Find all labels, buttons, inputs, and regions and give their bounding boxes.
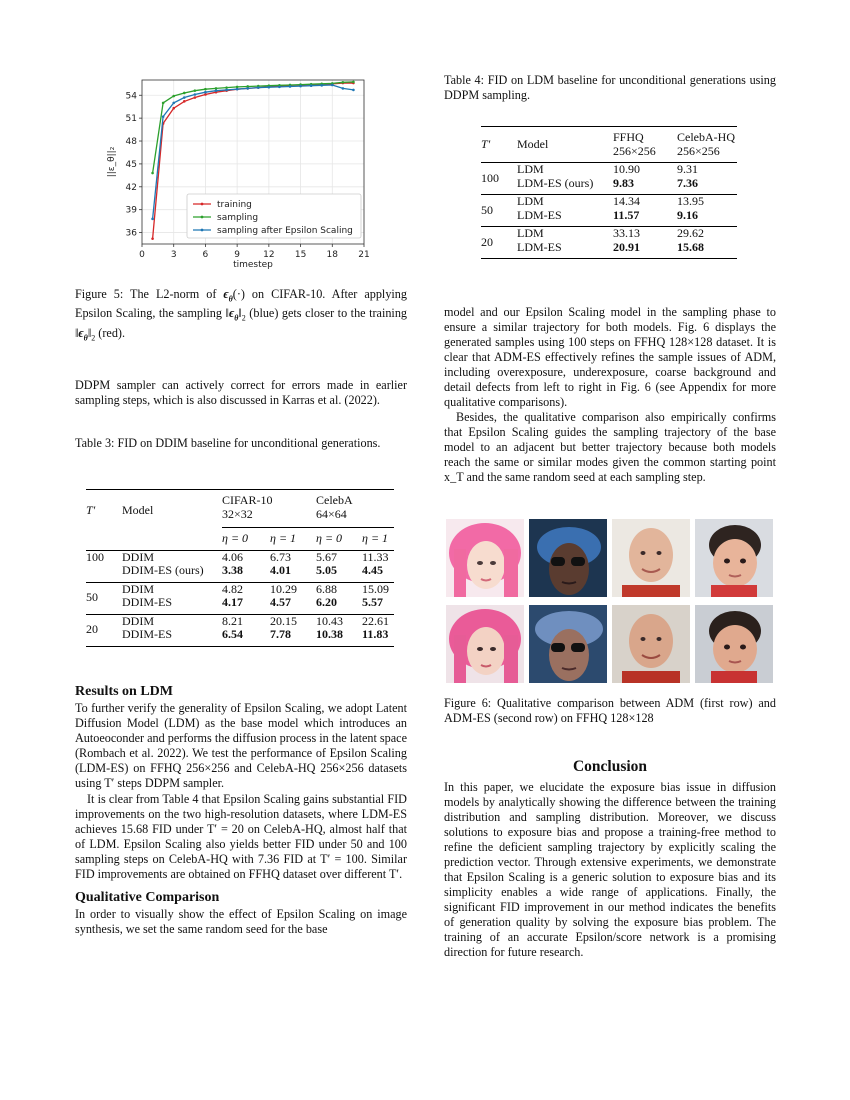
legend-label-1: sampling (217, 213, 259, 223)
t3-cell: 4.06 (222, 549, 243, 564)
figure-5-chart (100, 72, 390, 272)
t4-cell-model: LDM-ES (517, 239, 562, 254)
t3-cell-model: DDIM-ES (122, 595, 172, 609)
series-point-1 (225, 86, 228, 89)
series-point-1 (342, 81, 345, 84)
series-point-0 (151, 237, 154, 240)
t4-cell: 13.95 (677, 194, 704, 208)
series-point-2 (331, 84, 334, 87)
legend-marker-0 (201, 203, 204, 206)
series-point-2 (246, 87, 249, 90)
conclusion-paragraph: In this paper, we elucidate the exposure bias issue in diffusion models by analytically showing the difference between the training distribution and sampling distribution. Moreover, we discuss solutions to exposure bias and propose a training-free method to refine the deficient sampling trajectory by explicitly scaling the prediction vector. Through extensive experiments, we demonstrate that Epsilon Scaling is a generic solution to exposure bias and its simplicity enables a wide range of applications. Finally, the significant FID improvement in our method indicates the benefits of generation quality by solving the exposure bias problem. The training of an accurate Epsilon/score network is a promising direction for future research. (444, 780, 776, 959)
t3-cell: 20.15 (270, 613, 297, 628)
x-tick-label: 18 (326, 250, 339, 260)
x-tick-label: 21 (358, 250, 370, 260)
sample-bald-man-adm (612, 519, 690, 597)
y-tick-label: 36 (125, 228, 137, 239)
figure-6-caption: Figure 6: Qualitative comparison between ADM (first row) and ADM-ES (second row) on FFHQ 128×128 (444, 696, 776, 725)
series-point-2 (151, 218, 154, 221)
table-4-caption: Table 4: FID on LDM baseline for unconditional generations using DDPM sampling. (444, 73, 776, 102)
sample-sunglasses-adm-es (529, 605, 607, 683)
t3-eta0-celeba: η = 0 (316, 528, 362, 551)
t3-header-celeba: CelebA 64×64 (316, 493, 353, 521)
t3-cell-model: DDIM (122, 581, 154, 596)
series-point-1 (162, 102, 165, 105)
series-point-1 (236, 86, 239, 89)
y-tick-label: 45 (125, 159, 137, 170)
t3-cell-model: DDIM-ES (ours) (122, 563, 204, 577)
t4-cell: 15.68 (677, 239, 704, 254)
t3-eta1-celeba: η = 1 (362, 528, 394, 551)
y-tick-label: 51 (125, 114, 137, 125)
t4-cell: 9.16 (677, 207, 698, 222)
qualitative-paragraph-1: In order to visually show the effect of Epsilon Scaling on image synthesis, we set the same random seed for the base (75, 907, 407, 936)
legend-label-2: sampling after Epsilon Scaling (217, 226, 353, 236)
series-point-0 (194, 96, 197, 99)
t4-cell: 20.91 (613, 239, 640, 254)
t4-row-T: 50 (481, 202, 493, 217)
sample-pink-hair-adm (446, 519, 524, 597)
right-paragraph-2: Besides, the qualitative comparison also empirically confirms that Epsilon Scaling guides the sampling trajectory of the base model to an adjacent but better trajectory because both models reach the same or similar modes given the common starting point x_T and the same random seed at each sampling step. (444, 410, 776, 484)
legend-marker-2 (201, 229, 204, 232)
t3-header-model: Model (122, 503, 154, 517)
series-point-2 (257, 86, 260, 89)
series-point-2 (342, 87, 345, 90)
y-tick-label: 48 (125, 137, 137, 148)
series-point-2 (215, 89, 218, 92)
t3-cell: 7.78 (270, 627, 291, 641)
series-point-2 (320, 84, 323, 87)
series-point-2 (194, 93, 197, 96)
t4-header-ffhq: FFHQ 256×256 (613, 130, 656, 158)
t3-cell: 10.38 (316, 627, 343, 641)
t4-row-T: 20 (481, 234, 493, 249)
t3-cell: 6.88 (316, 581, 337, 596)
t3-header-T: T′ (86, 503, 96, 517)
t3-cell-model: DDIM (122, 613, 154, 628)
right-paragraph-1: model and our Epsilon Scaling model in the sampling phase to ensure a similar trajectory for both models. Fig. 6 displays the generated samples using 100 steps on FFHQ 128×128 dataset. It is clear that ADM-ES effectively refines the sample issues of ADM, including overexposure, underexposure, coarse background and detail defects from left to right in Fig. 6 (see Appendix for more qualitative comparisons). (444, 305, 776, 409)
series-point-1 (352, 81, 355, 84)
y-axis-label: ||ε_θ||₂ (107, 146, 117, 178)
t3-cell: 6.20 (316, 595, 337, 609)
x-tick-label: 9 (234, 250, 241, 260)
t4-cell: 10.90 (613, 162, 640, 176)
t3-row-T: 100 (86, 549, 104, 564)
t3-cell: 3.38 (222, 563, 243, 577)
series-point-1 (194, 89, 197, 92)
t4-cell: 14.34 (613, 194, 640, 208)
t3-cell: 11.33 (362, 549, 389, 564)
results-ldm-paragraph-2: It is clear from Table 4 that Epsilon Scaling gains substantial FID improvements on the two high-resolution datasets, where LDM-ES achieves 15.68 FID under T′ = 20 on CelebA-HQ, almost half that of LDM. Epsilon Scaling also yields better FID under 50 and 100 sampling steps on CelebA-HQ with 7.36 FID at T′ = 100. Similar FID improvements are obtained on FFHQ dataset over different T′. (75, 792, 407, 881)
t4-header-model: Model (517, 136, 549, 151)
series-point-2 (310, 84, 313, 87)
t4-cell-model: LDM-ES (517, 207, 562, 222)
sample-child-adm-es (695, 605, 773, 683)
t4-cell: 9.31 (677, 162, 698, 176)
x-tick-label: 12 (263, 250, 275, 260)
series-point-2 (289, 85, 292, 88)
x-tick-label: 3 (170, 250, 177, 260)
series-point-2 (225, 89, 228, 92)
series-point-2 (204, 91, 207, 94)
x-tick-label: 15 (294, 250, 307, 260)
t3-cell: 11.83 (362, 627, 389, 641)
t4-cell: 7.36 (677, 175, 698, 190)
series-point-0 (172, 107, 175, 110)
t3-cell: 5.57 (362, 595, 383, 609)
sample-sunglasses-adm (529, 519, 607, 597)
t3-cell: 5.67 (316, 549, 337, 564)
t4-cell-model: LDM (517, 194, 544, 208)
t3-eta0-cifar: η = 0 (222, 528, 270, 551)
table-3-caption: Table 3: FID on DDIM baseline for unconditional generations. (75, 436, 381, 450)
x-axis-label: timestep (233, 260, 273, 270)
t3-cell: 6.54 (222, 627, 243, 641)
series-point-2 (236, 88, 239, 91)
series-point-2 (172, 102, 175, 105)
series-point-1 (204, 88, 207, 91)
t3-cell: 5.05 (316, 563, 337, 577)
x-tick-label: 6 (202, 250, 209, 260)
y-tick-label: 39 (125, 205, 137, 216)
t3-cell: 4.82 (222, 581, 243, 596)
t3-row-T: 50 (86, 590, 98, 605)
t3-cell: 10.43 (316, 613, 343, 628)
t3-cell: 15.09 (362, 581, 389, 596)
legend-marker-1 (201, 216, 204, 219)
results-ldm-paragraph-1: To further verify the generality of Epsilon Scaling, we adopt Latent Diffusion Model (LDM) as the base model which introduces an Autoeoconder and performs the diffusion process in the latent space (Rombach et al. 2022). We test the performance of Epsilon Scaling (LDM-ES) on FFHQ 256×256 and CelebA-HQ 256×256 datasets using T′ steps DDPM sampler. (75, 701, 407, 790)
series-point-0 (204, 93, 207, 96)
t3-cell: 6.73 (270, 549, 291, 564)
t4-header-celebahq: CelebA-HQ 256×256 (677, 130, 735, 158)
t3-cell: 4.17 (222, 595, 243, 609)
t4-cell: 33.13 (613, 226, 640, 240)
t3-cell: 4.01 (270, 563, 291, 577)
conclusion-heading: Conclusion (572, 758, 648, 775)
t4-row-T: 100 (481, 170, 499, 185)
legend-label-0: training (217, 200, 252, 210)
series-point-2 (278, 86, 281, 89)
t4-cell-model: LDM (517, 162, 544, 176)
series-point-1 (215, 87, 218, 90)
x-tick-label: 0 (139, 250, 145, 260)
series-point-2 (183, 96, 186, 99)
t3-cell-model: DDIM (122, 549, 154, 564)
t3-cell: 4.45 (362, 563, 383, 577)
series-point-1 (172, 95, 175, 98)
t3-cell: 22.61 (362, 613, 389, 628)
t3-row-T: 20 (86, 622, 98, 637)
series-point-2 (352, 89, 355, 92)
figure-5-caption: Figure 5: The L2-norm of $\epsilon_\theta(\cdot)$ on CIFAR-10. After applying Epsilon Scaling, the sampling $‖\epsilon_\theta‖_2$ (blue) gets closer to the training $‖\epsilon_\theta‖_2$ (red). (75, 287, 408, 343)
table-3 (86, 489, 394, 647)
series-point-2 (162, 115, 165, 118)
sample-pink-hair-adm-es (446, 605, 524, 683)
sample-bald-man-adm-es (612, 605, 690, 683)
qualitative-heading: Qualitative Comparison (75, 890, 220, 905)
t3-cell: 8.21 (222, 613, 243, 628)
t3-cell-model: DDIM-ES (122, 627, 172, 641)
t3-cell: 4.57 (270, 595, 291, 609)
t3-header-cifar: CIFAR-10 32×32 (222, 493, 273, 521)
figure-6-grid (446, 519, 776, 683)
t3-eta1-cifar: η = 1 (270, 528, 316, 551)
series-point-2 (299, 85, 302, 88)
t4-header-T: T′ (481, 136, 491, 151)
series-point-1 (183, 92, 186, 95)
table-4 (481, 126, 737, 259)
t4-cell-model: LDM (517, 226, 544, 240)
t4-cell: 9.83 (613, 175, 634, 190)
left-paragraph-ddpm: DDPM sampler can actively correct for errors made in earlier sampling steps, which is also discussed in Karras et al. (2022). (75, 378, 407, 407)
results-ldm-heading: Results on LDM (75, 684, 174, 699)
sample-child-adm (695, 519, 773, 597)
series-point-0 (183, 100, 186, 103)
y-tick-label: 42 (125, 182, 137, 193)
t4-cell: 11.57 (613, 207, 640, 222)
series-point-1 (151, 172, 154, 175)
y-tick-label: 54 (125, 91, 137, 102)
series-point-2 (268, 86, 271, 89)
t4-cell: 29.62 (677, 226, 704, 240)
t3-cell: 10.29 (270, 581, 297, 596)
t4-cell-model: LDM-ES (ours) (517, 175, 594, 190)
